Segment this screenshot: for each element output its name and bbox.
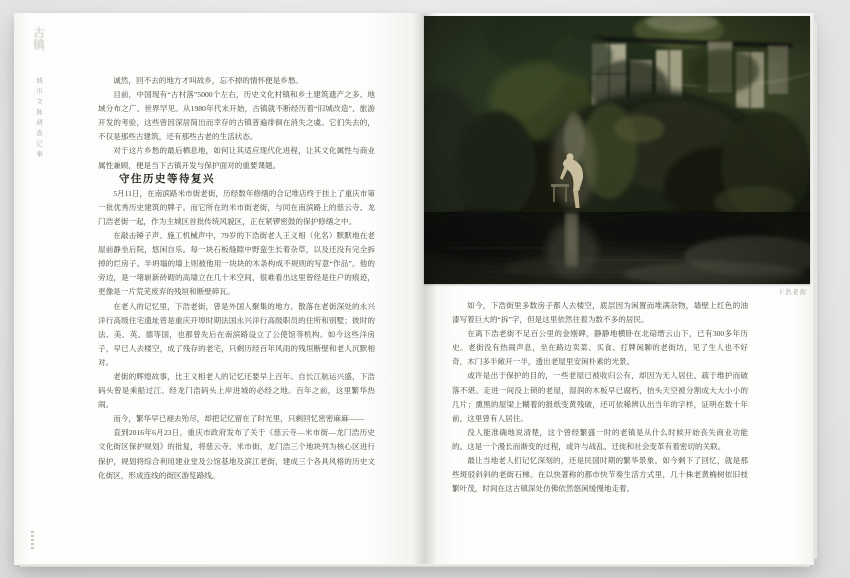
- book-spread: [14, 13, 814, 565]
- paragraph: 诚然，回不去的地方才叫故乡，忘不掉的情怀便是乡愁。: [113, 76, 304, 85]
- left-page: [14, 13, 425, 565]
- photo-caption: 下浩老街: [777, 289, 807, 296]
- old-street-photo: [424, 16, 810, 284]
- paragraph: 没人能准确地说清楚，这个曾经繁盛一时的老镇是从什么时候开始丧失商业功能的。这是一个漫长而渐变的过程，或许与战乱、迁徙和社会变革有着密切的关联。: [452, 427, 748, 451]
- paragraph: 最让当地老人们记忆深刻的，还是民国时期的繁华景象。如今剩下了回忆，就是那些斑驳斜斜的老街石梯。在以快著称的都市快节奏生活方式里，几十株老黄桷树依旧枝繁叶茂，时间在这古镇深处仿佛依然悠闲缓慢地走着。: [452, 456, 748, 494]
- paragraph: 对于这片乡愁的最后栖息地，如何让其适应现代化进程，让其文化属性与商业属性兼顾，便是当下古镇开发与保护面对的重要课题。: [98, 146, 375, 170]
- right-page: [425, 13, 814, 565]
- journal-seal-char: 镇: [32, 38, 45, 52]
- paragraph: 老街的辉煌故事，比王义相老人的记忆还要早上百年。自长江航运兴盛，下浩码头曾是乘船过江、经龙门浩码头上岸进城的必经之地。百年之前，这里繁华热闹。: [98, 371, 375, 410]
- paragraph: 如今，下浩街里多数房子都人去楼空，底层因为闲置而堆满杂物，墙壁上红色的油漆写着巨大的“拆”字，但是这里依然住着为数不多的居民。: [452, 301, 748, 325]
- journal-seal-logo: [27, 27, 51, 51]
- paragraph: 而今，繁华早已褪去殆尽，却把记忆留在了时光里，只剩回忆密密麻麻——: [113, 414, 364, 424]
- right-page-text-column: [452, 299, 748, 496]
- paragraph: 在敲击锤子声、施工机械声中，79岁的下浩街老人王义相（化名）默默地在老屋前静坐后院，悠闲自乐。每一块石板缝隙中野蛮生长着杂草，以及还没有完全拆掉的烂房子。半坍塌的墙上则被他用一块块的木条构成不规则的写意“作品”。他的旁边，是一堵崭新砖砌的高墙立在几十米空间，很难看出这里曾经是住户的痕迹，更像是一片荒芜废弃的残垣和断壁碎瓦。: [98, 231, 375, 297]
- paragraph: 直到2016年6月23日，重庆市政府发布了关于《慈云寺—米市街—龙门浩历史文化街区保护规划》的批复，将慈云寺、米市街、龙门浩三个地块列为核心区进行保护，规划将综合利用建业堂及公馆基地及滨江老街，建成三个各具风格的历史文化街区，形成连线的街区游览路线。: [98, 428, 375, 480]
- paragraph: 目前，中国现有“古村落”5000个左右，历史文化村镇和乡土建筑遗产之多、地域分布之广、世界罕见。从1980年代末开始，古镇就不断经历着“旧城改造”、旅游开发的考验，这些曾因深居简出而幸存的古镇普遍徘徊在消失之虞。它们失去的，不仅是那些古建筑，还有那些古老的生活状态。: [98, 90, 375, 142]
- paragraph: 在离下浩老街不足百公里的金刚碑，静静地横卧在北碚缙云山下，已有300多年历史。老街没有热闹声息，坐在路边卖菜、买食、打牌闲聊的老街坊，见了生人也不好奇，木门多半敞开一半，透出老屋里安闲朴素的光景。: [452, 329, 748, 367]
- left-page-text-column: [98, 74, 375, 483]
- paragraph: 在老人的记忆里，下浩老街，曾是外国人聚集的地方。散落在老街深处的永兴洋行高级住宅遗址曾是重庆开埠时期法国永兴洋行高级职员的住所和别墅；彼时的法、美、英、德等国，也都曾先后在南滨路设立了公使馆等机构。如今这些洋房子，早已人去楼空，成了残存的老宅，只剩历经百年风雨的残垣断壁和老人沉默相对。: [98, 301, 375, 367]
- paragraph: 或许是出于保护的目的，一些老屋已被收归公有，却因为无人居住、疏于维护而破落不堪。走进一间没上锁的老屋，湿润的木板早已腐朽，抬头天空被分割成大大小小的几片；熏黑的屋梁上糊着的报纸变黄残破，还可依稀辨认出当年的字样，证明在数十年前，这里曾有人居住。: [452, 371, 748, 423]
- section-heading: 守住历史等待复兴: [119, 173, 215, 185]
- chapter-vertical-title: 城市文脉调查记事: [35, 77, 42, 161]
- journal-seal-char: 古: [32, 26, 45, 40]
- page-stack-bottom-edge: [20, 564, 810, 567]
- page-stack-edge: [813, 20, 817, 559]
- paragraph: 5月11日，在南滨路米市街老街，历经数年修缮的合记堆店终于挂上了重庆市第一批优秀历史建筑的牌子。而它所在的米市街老街，与同在南滨路上的慈云寺、龙门浩老街一起，作为主城区首批传统风貌区，正在紧锣密鼓的保护修缮之中。: [98, 188, 375, 226]
- folio-mark: [31, 531, 34, 549]
